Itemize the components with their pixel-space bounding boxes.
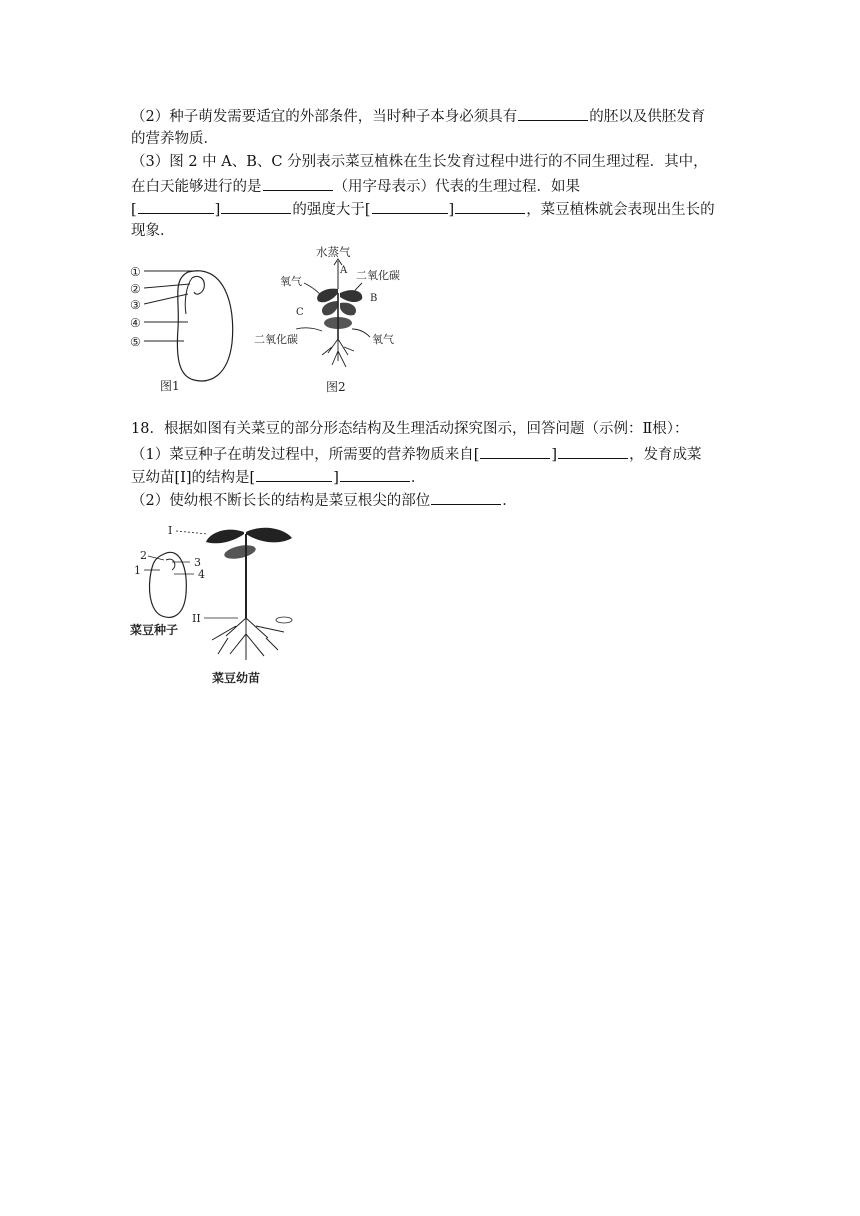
text: 的营养物质． bbox=[131, 131, 218, 147]
text: 现象． bbox=[131, 223, 175, 239]
seed-label-3: 3 bbox=[194, 556, 201, 569]
answer-blank[interactable] bbox=[455, 199, 525, 214]
seed-label-2: 2 bbox=[140, 549, 147, 562]
fig2-co2-right: 二氧化碳 bbox=[356, 269, 400, 282]
fig2-label-c: C bbox=[296, 307, 304, 318]
text: ． bbox=[410, 470, 426, 486]
q18-part2-line bbox=[131, 490, 517, 510]
figure-3-seed-seedling bbox=[128, 522, 300, 688]
fig1-label-2: ② bbox=[130, 282, 141, 296]
text: ． bbox=[502, 493, 517, 509]
answer-blank[interactable] bbox=[372, 199, 448, 214]
text: 的强度大于[ bbox=[292, 202, 371, 218]
fig1-label-4: ④ bbox=[130, 316, 141, 330]
q17-part3-line4 bbox=[131, 222, 175, 240]
embryo-shape bbox=[192, 276, 204, 294]
seed-label-1: 1 bbox=[134, 564, 141, 577]
text: ] bbox=[551, 447, 558, 463]
text: [ bbox=[131, 202, 137, 218]
q17-part2-line1 bbox=[131, 106, 705, 126]
fig2-label-b: B bbox=[370, 293, 378, 304]
q18-part1-line2 bbox=[131, 467, 425, 487]
fig1-label-1: ① bbox=[130, 265, 141, 279]
text: 豆幼苗[I]的结构是[ bbox=[131, 470, 256, 486]
text: ，菜豆植株就会表现出生长的 bbox=[526, 202, 715, 218]
answer-blank[interactable] bbox=[558, 444, 628, 459]
q17-part3-line3 bbox=[131, 199, 715, 219]
text: ，发育成菜 bbox=[629, 447, 702, 463]
answer-blank[interactable] bbox=[480, 444, 550, 459]
label-I: I bbox=[168, 524, 173, 537]
fig1-label-5: ⑤ bbox=[130, 335, 141, 349]
fig2-oxygen-right: 氧气 bbox=[372, 333, 394, 346]
text: （2）种子萌发需要适宜的外部条件，当时种子本身必须具有 bbox=[131, 109, 518, 125]
fig1-label-3: ③ bbox=[130, 298, 141, 312]
seed-outline bbox=[177, 271, 232, 381]
answer-blank[interactable] bbox=[340, 467, 410, 482]
q17-part3-line1 bbox=[131, 153, 708, 171]
fig1-caption: 图1 bbox=[160, 379, 180, 393]
fig2-oxygen-left: 氧气 bbox=[280, 275, 302, 288]
fig2-caption: 图2 bbox=[326, 380, 346, 394]
answer-blank[interactable] bbox=[263, 176, 333, 191]
q18-part1-line1 bbox=[131, 444, 702, 464]
answer-blank[interactable] bbox=[256, 467, 332, 482]
text: （3）图 2 中 A、B、C 分别表示菜豆植株在生长发育过程中进行的不同生理过程．其中， bbox=[131, 154, 708, 170]
answer-blank[interactable] bbox=[518, 106, 588, 121]
text: ] bbox=[333, 470, 339, 486]
text: 在白天能够进行的是 bbox=[131, 179, 262, 195]
seed-label-4: 4 bbox=[198, 568, 205, 581]
figure-1-seed bbox=[128, 258, 248, 398]
answer-blank[interactable] bbox=[431, 490, 501, 505]
text: （2）使幼根不断长长的结构是菜豆根尖的部位 bbox=[131, 493, 431, 509]
seed-caption: 菜豆种子 bbox=[130, 623, 179, 637]
text: ] bbox=[214, 202, 221, 218]
text: （1）菜豆种子在萌发过程中，所需要的营养物质来自[ bbox=[131, 447, 480, 463]
q17-part3-line2 bbox=[131, 176, 580, 196]
q18-stem bbox=[131, 420, 689, 438]
seedling-caption: 菜豆幼苗 bbox=[212, 671, 261, 685]
fig2-co2-left: 二氧化碳 bbox=[254, 333, 298, 346]
fig2-water-vapor: 水蒸气 bbox=[316, 245, 351, 259]
text: 的胚以及供胚发育 bbox=[589, 109, 706, 125]
answer-blank[interactable] bbox=[221, 199, 291, 214]
label-II: II bbox=[192, 612, 201, 625]
radicle-line bbox=[185, 278, 192, 314]
text: 18．根据如图有关菜豆的部分形态结构及生理活动探究图示，回答问题（示例：Ⅱ根）： bbox=[131, 421, 689, 437]
q17-part2-line2 bbox=[131, 130, 218, 148]
figure-2-plant bbox=[252, 243, 412, 401]
fig2-label-a: A bbox=[340, 265, 348, 276]
text: （用字母表示）代表的生理过程．如果 bbox=[333, 179, 580, 195]
text: ] bbox=[448, 202, 455, 218]
answer-blank[interactable] bbox=[138, 199, 214, 214]
